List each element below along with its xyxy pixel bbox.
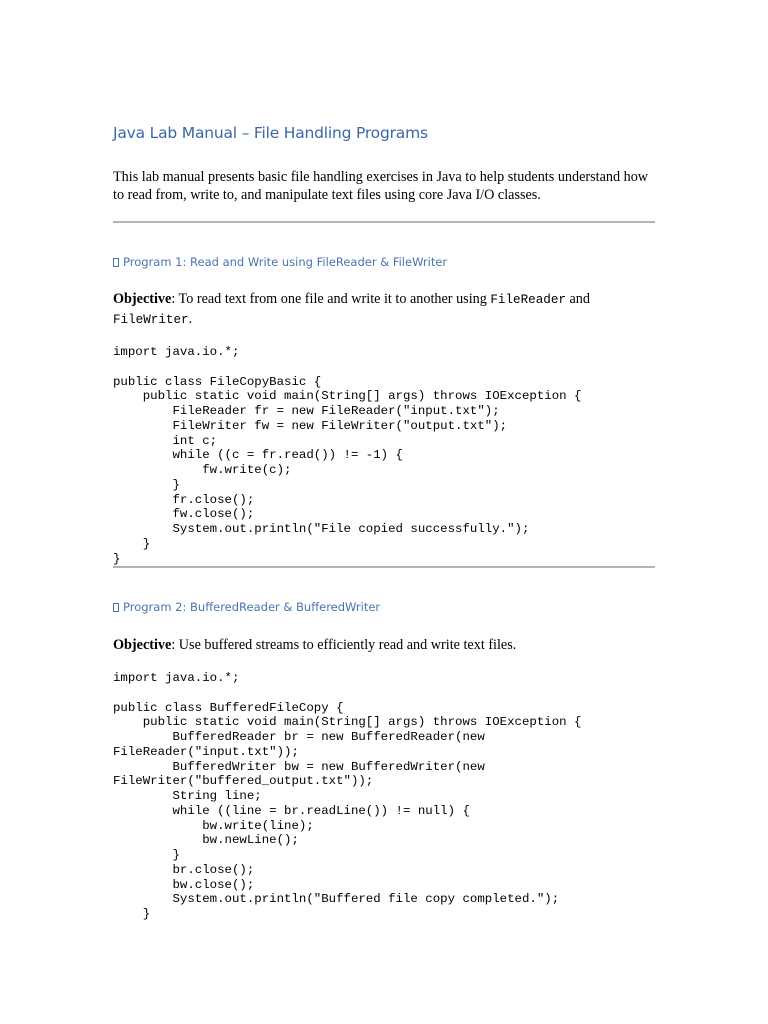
objective-text: : To read text from one file and write it to another using bbox=[171, 291, 491, 307]
objective-label: Objective bbox=[113, 637, 172, 653]
objective-text: : Use buffered streams to efficiently read and write text files. bbox=[171, 637, 517, 653]
objective-label: Objective bbox=[113, 291, 172, 307]
objective-and: and bbox=[565, 291, 590, 307]
program1-objective bbox=[113, 290, 655, 330]
section-divider bbox=[113, 566, 655, 568]
objective-end: . bbox=[188, 311, 193, 327]
missing-glyph-icon bbox=[113, 258, 119, 267]
program1-heading bbox=[113, 255, 447, 269]
missing-glyph-icon bbox=[113, 603, 119, 612]
program2-heading bbox=[113, 600, 380, 614]
program2-heading-text: Program 2: BufferedReader & BufferedWriter bbox=[123, 600, 381, 614]
inline-code-filereader: FileReader bbox=[490, 293, 566, 307]
intro-paragraph: This lab manual presents basic file handling exercises in Java to help students understand how to read from, write to, and manipulate text files using core Java I/O classes. bbox=[113, 169, 649, 203]
section-divider bbox=[113, 221, 655, 223]
document-title: Java Lab Manual – File Handling Programs bbox=[113, 124, 428, 142]
program2-objective bbox=[113, 636, 655, 655]
program1-heading-text: Program 1: Read and Write using FileReader & FileWriter bbox=[123, 255, 448, 269]
program1-code-block: import java.io.*; public class FileCopyBasic { public static void main(String[] args) throws IOException { FileReader fr = new FileReader("input.txt"); FileWriter fw = new FileWriter("output.txt"); int c; while ((c = fr.read()) != -1) { fw.write(c); } fr.close(); fw.close(); System.out.println("File copied successfully."); } } bbox=[113, 345, 582, 566]
inline-code-filewriter: FileWriter bbox=[113, 313, 189, 327]
program2-code-block: import java.io.*; public class BufferedFileCopy { public static void main(String[] args) throws IOException { BufferedReader br = new BufferedReader(new FileReader("input.txt")); BufferedWriter bw = new BufferedWriter(new FileWriter("buffered_output.txt")); String line; while ((line = br.readLine()) != null) { bw.write(line); bw.newLine(); } br.close(); bw.close(); System.out.println("Buffered file copy completed."); } bbox=[113, 671, 582, 921]
